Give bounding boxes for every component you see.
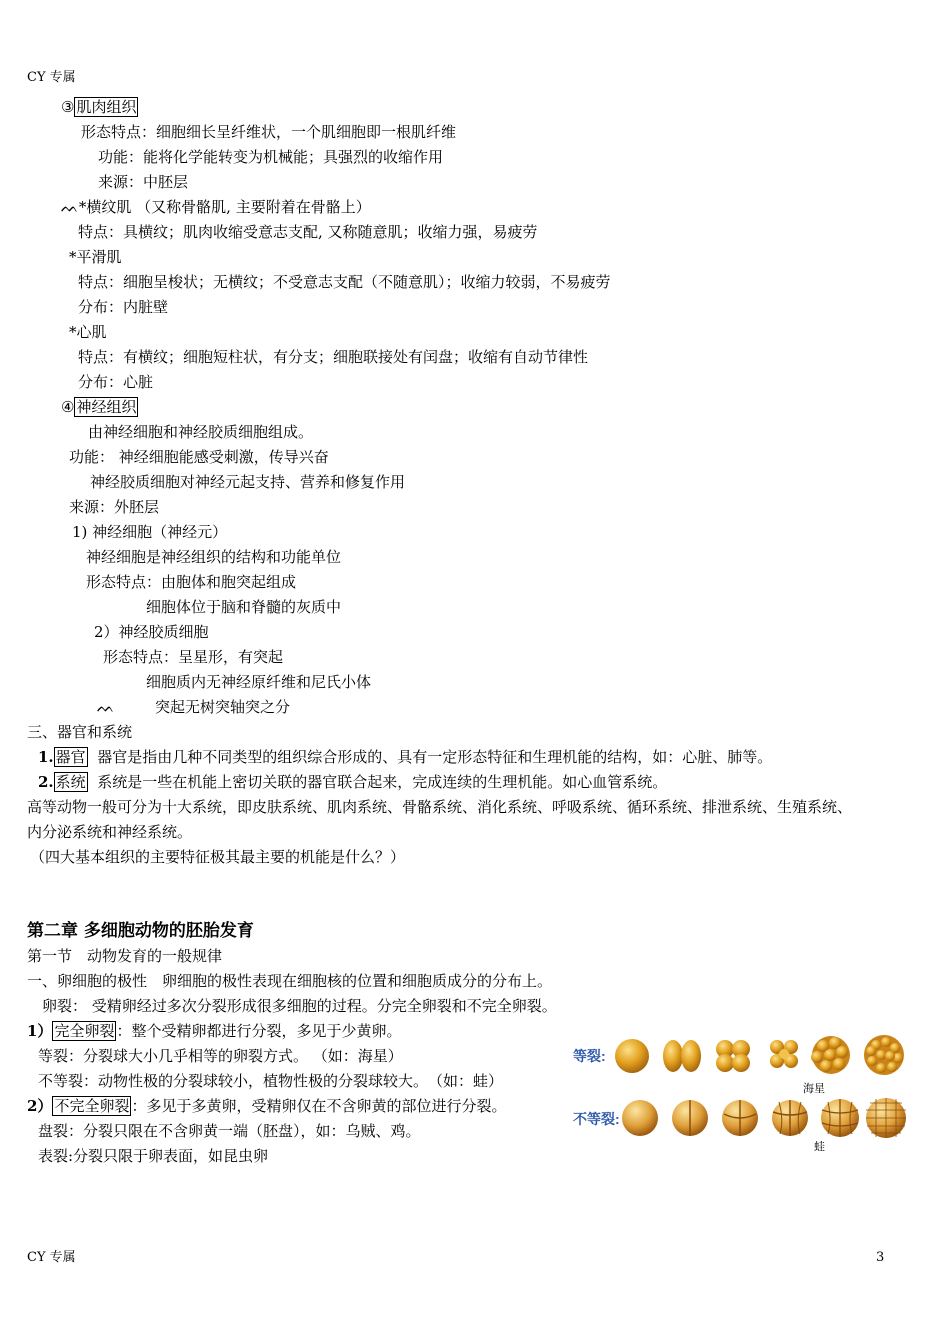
organ-definition (38, 747, 772, 767)
superficial-cleavage: 表裂:分裂只限于卵表面，如昆虫卵 (38, 1147, 269, 1165)
organ-number: 1. (38, 748, 54, 766)
muscle-function: 功能：能将化学能转变为机械能；具强烈的收缩作用 (98, 148, 444, 166)
muscle-title: 肌肉组织 (76, 98, 137, 116)
nerve-function-2: 神经胶质细胞对神经元起支持、营养和修复作用 (90, 473, 406, 491)
striated-heading (61, 197, 371, 217)
glia-processes: 突起无树突轴突之分 (155, 698, 291, 716)
meroblastic-number: 2） (27, 1097, 53, 1115)
striated-features: 特点：具横纹；肌肉收缩受意志支配, 又称随意肌；收缩力强，易疲劳 (78, 223, 538, 241)
aquarius-symbol-icon: ᨓ (97, 698, 115, 716)
muscle-morphology: 形态特点：细胞细长呈纤维状，一个肌细胞即一根肌纤维 (81, 123, 457, 141)
striated-title: *横纹肌 （又称骨骼肌, 主要附着在骨骼上） (78, 198, 371, 216)
neuron-title: 1) 神经细胞（神经元） (72, 523, 228, 541)
review-question: （四大基本组织的主要特征极其最主要的机能是什么？） (30, 848, 406, 866)
organs-section-title: 三、器官和系统 (27, 723, 133, 741)
egg-polarity: 一、卵细胞的极性 卵细胞的极性表现在细胞核的位置和细胞质成分的分布上。 (27, 972, 553, 990)
meroblastic-definition (27, 1096, 506, 1116)
frog-egg-2-cell (672, 1100, 708, 1136)
starfish-caption: 海星 (803, 1083, 825, 1095)
nerve-number: ④ (61, 398, 75, 416)
neuron-morphology: 形态特点：由胞体和胞突起组成 (86, 573, 297, 591)
glia-title: 2）神经胶质细胞 (94, 623, 209, 641)
nerve-source: 来源：外胚层 (69, 498, 160, 516)
unequal-cleavage-label: 不等裂: (573, 1111, 620, 1127)
meroblastic-text: ：多见于多黄卵，受精卵仅在不含卵黄的部位进行分裂。 (131, 1097, 507, 1115)
muscle-source: 来源：中胚层 (98, 173, 189, 191)
frog-egg-1-cell (622, 1100, 658, 1136)
system-number: 2. (38, 773, 54, 791)
neuron-cell-body: 细胞体位于脑和脊髓的灰质中 (146, 598, 342, 616)
frog-egg-4-cell (722, 1100, 758, 1136)
neuron-unit: 神经细胞是神经组织的结构和功能单位 (86, 548, 342, 566)
page-header: CY 专属 (27, 70, 76, 85)
holoblastic-number: 1） (27, 1022, 53, 1040)
organ-text: 器官是指由几种不同类型的组织综合形成的、具有一定形态特征和生理机能的结构，如：心脏、肺等。 (97, 748, 773, 766)
aquarius-symbol-icon: ᨓ (61, 198, 79, 216)
system-text: 系统是一些在机能上密切关联的器官联合起来，完成连续的生理机能。如心血管系统。 (97, 773, 668, 791)
system-definition (38, 772, 667, 792)
frog-egg-8-cell (772, 1100, 808, 1136)
glia-morphology: 形态特点：呈星形，有突起 (103, 648, 284, 666)
nerve-title: 神经组织 (76, 398, 137, 416)
page-number: 3 (876, 1250, 885, 1265)
systems-list-line-1: 高等动物一般可分为十大系统，即皮肤系统、肌肉系统、骨骼系统、消化系统、呼吸系统、循环系统、排泄系统、生殖系统、 (27, 798, 853, 816)
frog-egg-16-cell (821, 1099, 859, 1137)
unequal-cleavage: 不等裂：动物性极的分裂球较小，植物性极的分裂球较大。 （如：蛙） (38, 1072, 504, 1090)
holoblastic-definition (27, 1021, 401, 1041)
egg-4-cell (716, 1040, 750, 1072)
smooth-title: *平滑肌 (69, 248, 122, 266)
egg-morula (864, 1035, 904, 1075)
organ-term: 器官 (55, 748, 86, 766)
glia-cytoplasm: 细胞质内无神经原纤维和尼氏小体 (146, 673, 372, 691)
discoidal-cleavage: 盘裂：分裂只限在不含卵黄一端（胚盘），如：乌贼、鸡。 (38, 1122, 421, 1140)
frog-caption: 蛙 (814, 1141, 825, 1152)
cleavage-figure (572, 1030, 907, 1152)
equal-cleavage: 等裂：分裂球大小几乎相等的卵裂方式。 （如：海星） (38, 1047, 403, 1065)
chapter-title: 第二章 多细胞动物的胚胎发育 (27, 921, 254, 941)
nerve-composition: 由神经细胞和神经胶质细胞组成。 (88, 423, 314, 441)
cardiac-features: 特点：有横纹；细胞短柱状，有分支；细胞联接处有闰盘；收缩有自动节律性 (78, 348, 589, 366)
cardiac-title: *心肌 (69, 323, 107, 341)
equal-cleavage-label: 等裂: (573, 1048, 606, 1064)
cardiac-distribution: 分布：心脏 (78, 373, 154, 391)
cleavage-definition: 卵裂： 受精卵经过多次分裂形成很多细胞的过程。分完全卵裂和不完全卵裂。 (42, 997, 557, 1015)
muscle-heading (61, 97, 138, 117)
egg-1-cell (615, 1039, 649, 1073)
egg-16-cell (811, 1036, 850, 1074)
muscle-number: ③ (61, 98, 75, 116)
section-title: 第一节 动物发育的一般规律 (27, 947, 223, 965)
holoblastic-term: 完全卵裂 (54, 1022, 115, 1040)
smooth-distribution: 分布：内脏壁 (78, 298, 169, 316)
nerve-function-1: 功能： 神经细胞能感受刺激，传导兴奋 (69, 448, 329, 466)
frog-egg-blastula (866, 1098, 906, 1138)
holoblastic-text: ：整个受精卵都进行分裂，多见于少黄卵。 (116, 1022, 402, 1040)
nerve-heading (61, 397, 138, 417)
smooth-features: 特点：细胞呈梭状；无横纹；不受意志支配（不随意肌）；收缩力较弱，不易疲劳 (78, 273, 611, 291)
egg-8-cell (770, 1040, 798, 1068)
system-term: 系统 (55, 773, 86, 791)
page-footer: CY 专属 (27, 1250, 76, 1265)
systems-list-line-2: 内分泌系统和神经系统。 (27, 823, 193, 841)
egg-2-cell (663, 1040, 701, 1072)
meroblastic-term: 不完全卵裂 (54, 1097, 130, 1115)
